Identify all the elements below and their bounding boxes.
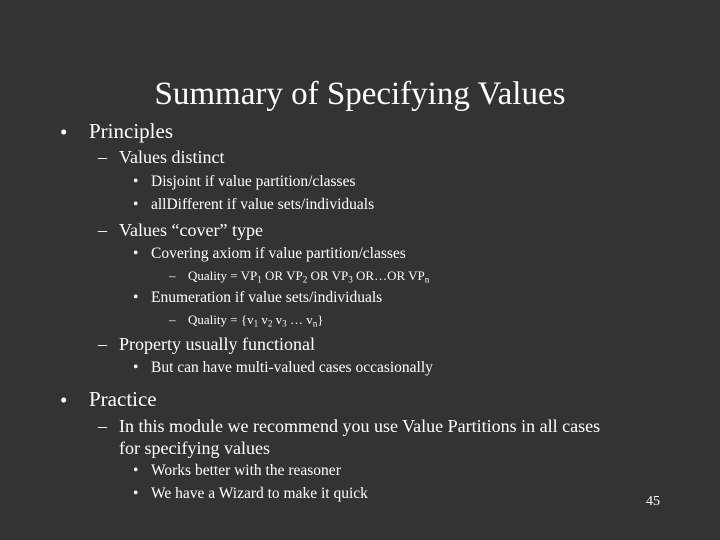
- bullet-all-different: allDifferent if value sets/individuals: [151, 196, 375, 213]
- bullet-property-functional: Property usually functional: [119, 334, 315, 354]
- bullet-disjoint: Disjoint if value partition/classes: [151, 173, 356, 190]
- dash-marker: –: [98, 416, 107, 436]
- dash-marker: –: [169, 268, 176, 283]
- bullet-principles: Principles: [89, 119, 173, 143]
- bullet-values-distinct: Values distinct: [119, 147, 225, 167]
- page-number: 45: [646, 494, 660, 509]
- bullet-practice: Practice: [89, 387, 157, 411]
- dash-marker: –: [98, 334, 107, 354]
- bullet-marker: •: [133, 485, 139, 502]
- quality-or-formula: Quality = $VP_1$ OR $VP_2$ OR $VP_3$ OR…OR $VP_n$: [188, 268, 430, 285]
- quality-enum-formula: Quality = {$v_1$ $v_2$ $v_3$ … $v_n$}: [188, 312, 324, 329]
- bullet-wizard: We have a Wizard to make it quick: [151, 485, 368, 502]
- bullet-works-better: Works better with the reasoner: [151, 462, 341, 479]
- bullet-marker: •: [133, 289, 139, 306]
- dash-marker: –: [169, 312, 176, 327]
- bullet-covering-axiom: Covering axiom if value partition/classes: [151, 245, 406, 262]
- bullet-marker: •: [133, 196, 139, 213]
- bullet-recommend-line2: for specifying values: [119, 438, 270, 458]
- bullet-multi-valued: But can have multi-valued cases occasionally: [151, 359, 433, 376]
- bullet-values-cover: Values “cover” type: [119, 220, 263, 240]
- bullet-marker: •: [60, 120, 68, 144]
- bullet-recommend-line1: In this module we recommend you use Value Partitions in all cases: [119, 416, 601, 436]
- bullet-enumeration: Enumeration if value sets/individuals: [151, 289, 383, 306]
- dash-marker: –: [98, 220, 107, 240]
- dash-marker: –: [98, 147, 107, 167]
- bullet-marker: •: [133, 245, 139, 262]
- slide-title: Summary of Specifying Values: [154, 76, 566, 112]
- bullet-marker: •: [133, 359, 139, 376]
- bullet-marker: •: [60, 388, 68, 412]
- bullet-marker: •: [133, 462, 139, 479]
- bullet-marker: •: [133, 173, 139, 190]
